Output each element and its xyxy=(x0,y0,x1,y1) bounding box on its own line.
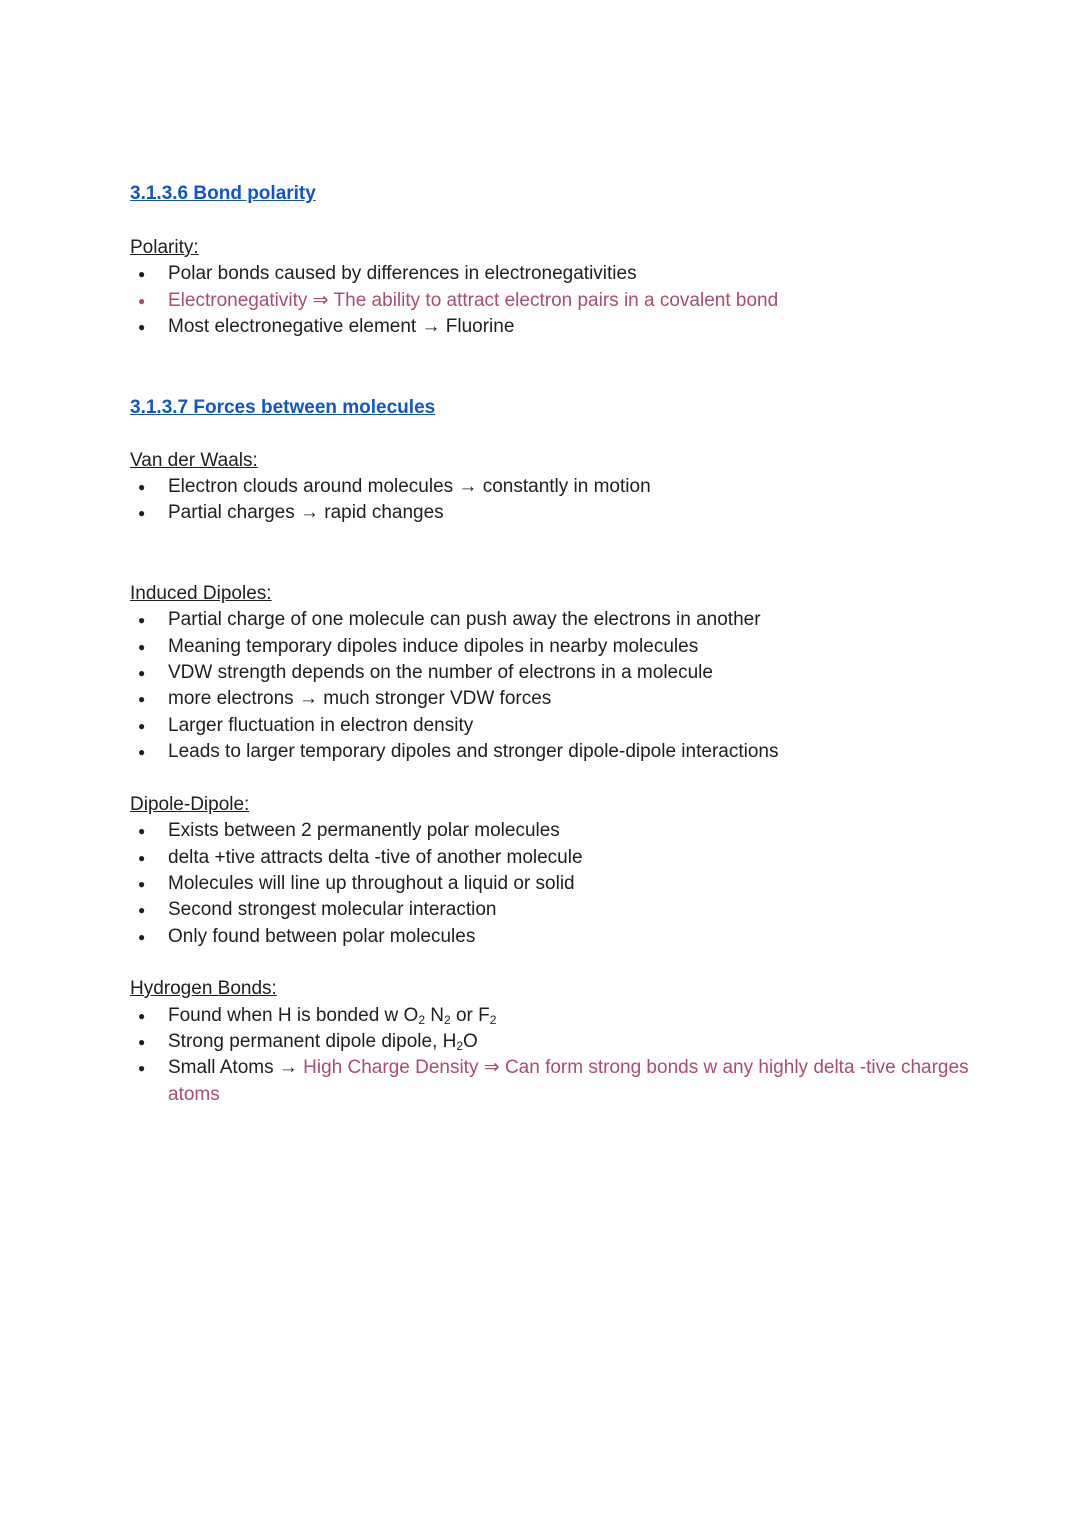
list-item: ● Polar bonds caused by differences in electronegativities xyxy=(130,261,1010,287)
list-item: ● Meaning temporary dipoles induce dipoles in nearby molecules xyxy=(130,634,1010,660)
list-item: ● Larger fluctuation in electron density xyxy=(130,713,1010,739)
list-item: ● Small Atoms → High Charge Density ⇒ Can form strong bonds w any highly delta -tive charges atoms xyxy=(130,1055,1010,1108)
list-item: ● Second strongest molecular interaction xyxy=(130,897,1010,923)
label-van-der-waals: Van der Waals: xyxy=(130,449,258,471)
list-item: ● Strong permanent dipole dipole, $H_2O$ xyxy=(130,1029,1010,1055)
list-item: ● Electronegativity ⇒ The ability to attract electron pairs in a covalent bond xyxy=(130,288,1010,314)
list-item: ● Found when H is bonded w $O_2$ $N_2$ or $F_2$ xyxy=(130,1003,1010,1029)
induced-list xyxy=(130,607,1010,765)
list-item: ● delta +tive attracts delta -tive of another molecule xyxy=(130,845,1010,871)
heading-forces-between-molecules[interactable]: 3.1.3.7 Forces between molecules xyxy=(130,396,436,418)
document-page xyxy=(130,181,1010,1108)
hbonds-list xyxy=(130,1003,1010,1109)
list-item: ● VDW strength depends on the number of electrons in a molecule xyxy=(130,660,1010,686)
label-polarity: Polarity: xyxy=(130,237,199,258)
label-hydrogen-bonds: Hydrogen Bonds: xyxy=(130,978,277,1000)
vdw-list xyxy=(130,474,1010,527)
heading-bond-polarity[interactable]: 3.1.3.6 Bond polarity xyxy=(130,183,316,204)
list-item: ● Exists between 2 permanently polar molecules xyxy=(130,818,1010,844)
label-dipole-dipole: Dipole-Dipole: xyxy=(130,793,250,815)
list-item: ● more electrons → much stronger VDW forces xyxy=(130,686,1010,712)
list-item: ● Most electronegative element → Fluorine xyxy=(130,314,1010,340)
list-item: ● Partial charge of one molecule can push away the electrons in another xyxy=(130,607,1010,633)
list-item: ● Electron clouds around molecules → constantly in motion xyxy=(130,474,1010,500)
list-item: ● Only found between polar molecules xyxy=(130,924,1010,950)
dipole-list xyxy=(130,818,1010,950)
label-induced-dipoles: Induced Dipoles: xyxy=(130,582,272,604)
polarity-list xyxy=(130,261,1010,340)
list-item: ● Partial charges → rapid changes xyxy=(130,500,1010,526)
list-item: ● Molecules will line up throughout a liquid or solid xyxy=(130,871,1010,897)
list-item: ● Leads to larger temporary dipoles and stronger dipole-dipole interactions xyxy=(130,739,1010,765)
